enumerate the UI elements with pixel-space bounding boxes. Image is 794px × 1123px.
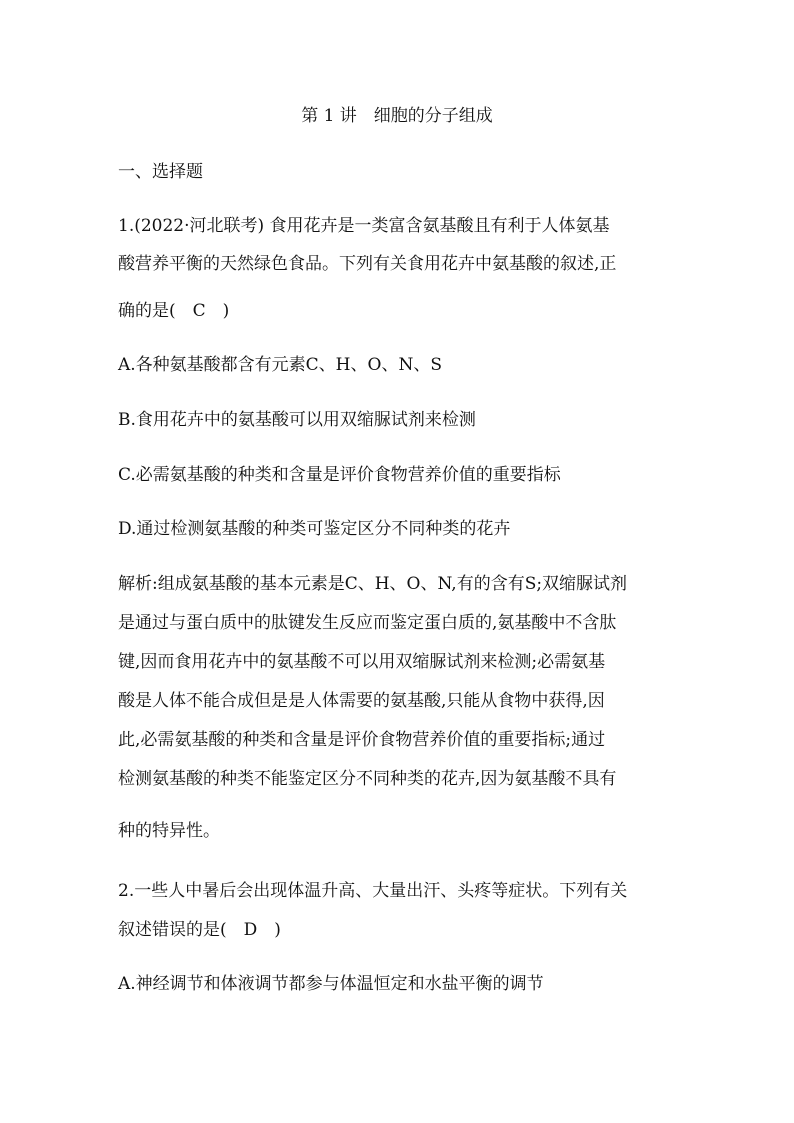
analysis-line-1: 解析:组成氨基酸的基本元素是C、H、O、N,有的含有S;双缩脲试剂: [118, 574, 628, 594]
analysis-line-6: 检测氨基酸的种类不能鉴定区分不同种类的花卉,因为氨基酸不具有: [118, 769, 617, 789]
analysis-line-7: 种的特异性。: [118, 821, 220, 841]
question-1-option-c: C.必需氨基酸的种类和含量是评价食物营养价值的重要指标: [118, 465, 561, 485]
analysis-line-4: 酸是人体不能合成但是是人体需要的氨基酸,只能从食物中获得,因: [118, 691, 605, 711]
question-1-option-d: D.通过检测氨基酸的种类可鉴定区分不同种类的花卉: [118, 519, 511, 539]
analysis-line-2: 是通过与蛋白质中的肽键发生反应而鉴定蛋白质的,氨基酸中不含肽: [118, 613, 617, 633]
analysis-line-3: 键,因而食用花卉中的氨基酸不可以用双缩脲试剂来检测;必需氨基: [118, 652, 606, 672]
question-2-line-1: 2.一些人中暑后会出现体温升高、大量出汗、头疼等症状。下列有关: [118, 881, 628, 901]
question-2-line-2: 叙述错误的是( D ): [118, 920, 281, 940]
question-1-line-3: 确的是( C ): [118, 301, 230, 321]
question-1-option-a: A.各种氨基酸都含有元素C、H、O、N、S: [118, 355, 442, 375]
page-title: 第 1 讲 细胞的分子组成: [301, 106, 493, 126]
question-2-option-a: A.神经调节和体液调节都参与体温恒定和水盐平衡的调节: [118, 974, 544, 994]
question-1-option-b: B.食用花卉中的氨基酸可以用双缩脲试剂来检测: [118, 410, 476, 430]
question-1-line-2: 酸营养平衡的天然绿色食品。下列有关食用花卉中氨基酸的叙述,正: [118, 254, 617, 274]
question-1-line-1: 1.(2022·河北联考) 食用花卉是一类富含氨基酸且有利于人体氨基: [118, 216, 610, 236]
section-heading: 一、选择题: [118, 162, 203, 182]
analysis-line-5: 此,必需氨基酸的种类和含量是评价食物营养价值的重要指标;通过: [118, 730, 606, 750]
